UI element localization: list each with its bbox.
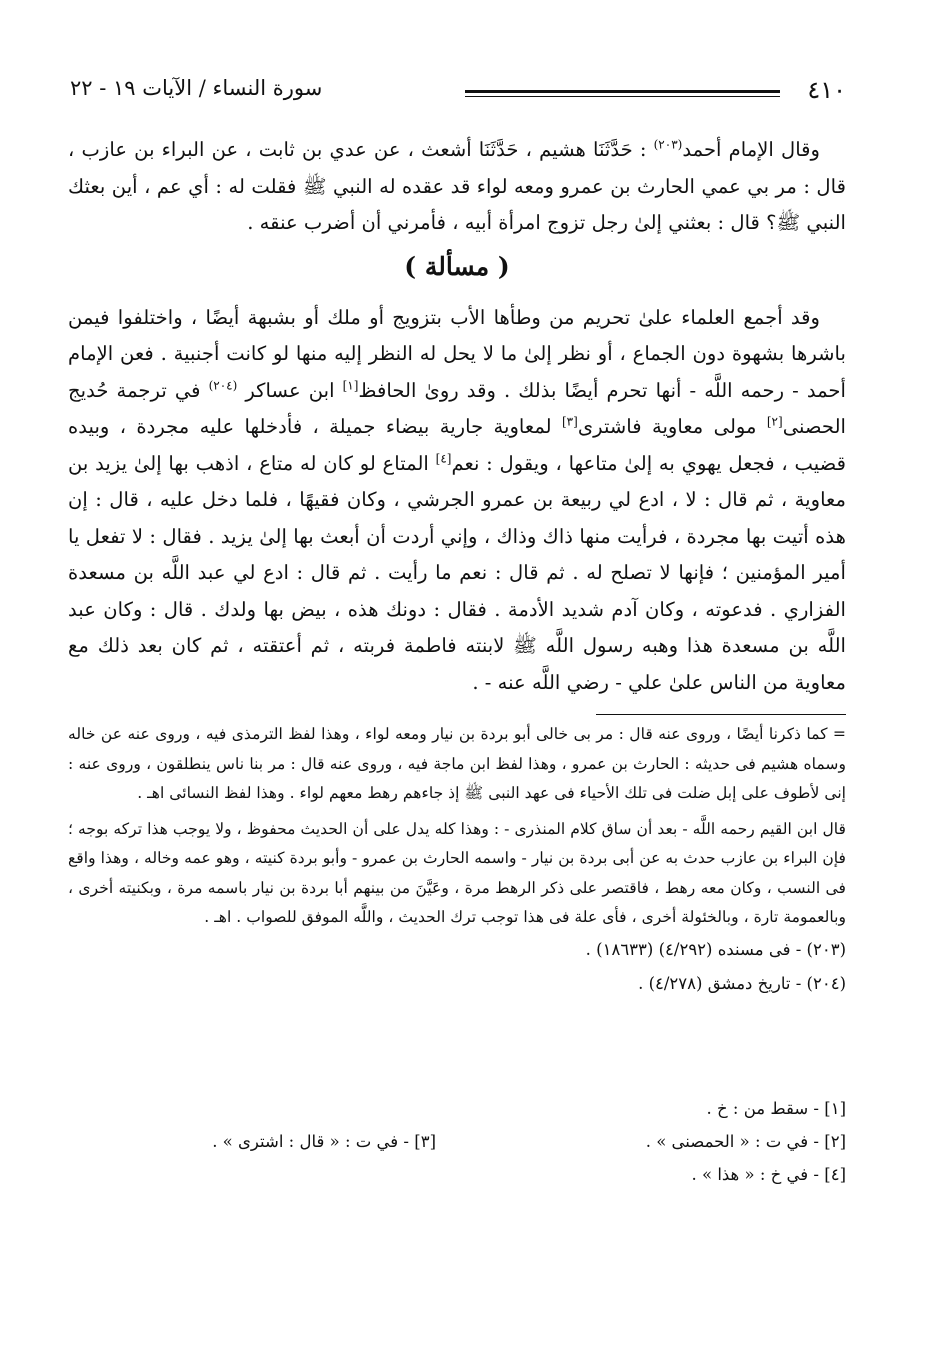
footnote-continuation: = كما ذكرنا أيضًا ، وروى عنه قال : مر بى خالى أبو بردة بن نيار ومعه لواء ، وهذا لفظ الترمذى فيه ، وروى عنه عن خاله وسماه هشيم فى حديثه : الحارث بن عمرو ، وهذا لفظ ابن ماجة فيه ، وروى عنه قال : مر بنا ناس ينطلقون ، وروى عنه : إنى لأطوف على إبل ضلت فى تلك الأحياء فى عهد النبى ﷺ إذ جاءهم رهط معهم لواء . وهذا لفظ النسائى اهـ . — [68, 725, 846, 802]
variant-ref-2: [٢] — [766, 414, 783, 429]
variant-row — [68, 1092, 846, 1125]
running-title: سورة النساء / الآيات ١٩ - ٢٢ — [70, 76, 323, 100]
text-run: وقد أجمع العلماء علىٰ تحريم من وطأها الأب بتزويج أو ملك أو بشبهة أيضًا ، واختلفوا فيمن باشرها بشهوة دون الجماع ، أو نظر إلىٰ ما لا يحل له النظر إليه منها لو كانت أجنبية . فعن الإمام أحمد - رحمه اللَّه - أنها تحرم أيضًا بذلك . وقد روىٰ الحافظ — [68, 305, 846, 402]
page-number: ٤١٠ — [807, 76, 846, 104]
variant-ref-3: [٣] — [561, 414, 578, 429]
footnote-203: (٢٠٣) - فى مسنده (٤/٢٩٢) (١٨٦٣٣) . — [585, 939, 846, 959]
variant-4: [٤] - في خ : « هذا » . — [691, 1165, 846, 1184]
footnote-ref-204: (٢٠٤) — [208, 377, 238, 392]
variant-3: [٣] - في ت : « قال : اشترى » . — [212, 1132, 436, 1151]
text-run: ابن عساكر — [237, 378, 343, 402]
text-run: : حَدَّثَنَا هشيم ، حَدَّثَنَا أشعث ، عن عدي بن ثابت ، عن البراء بن عازب ، قال : مر بي عمي الحارث بن عمرو ومعه لواء قد عقده له النبي ﷺ فقلت له : أي عم ، أين بعثك النبي ﷺ؟ قال : بعثني إلىٰ رجل تزوج امرأة أبيه ، فأمرني أن أضرب عنقه . — [68, 138, 846, 234]
footnote-204: (٢٠٤) - تاريخ دمشق (٤/٢٧٨) . — [638, 973, 846, 993]
text-run: وقال الإمام أحمد — [682, 138, 821, 161]
text-run: مولى معاوية فاشترى — [577, 415, 767, 438]
header-rule — [465, 90, 780, 93]
variant-ref-1: [١] — [342, 377, 359, 392]
footnote-separator — [596, 714, 846, 715]
variant-ref-4: [٤] — [435, 450, 452, 465]
footnotes — [68, 720, 846, 1001]
variant-row — [68, 1158, 846, 1191]
main-text — [68, 132, 846, 701]
section-heading: ( مسألة ) — [404, 251, 510, 281]
footnote-ref-203: (٢٠٣) — [653, 137, 683, 152]
manuscript-variants — [68, 1092, 846, 1191]
variant-row — [68, 1125, 846, 1158]
text-run: لمعاوية جارية بيضاء جميلة ، فأدخلها عليه مجردة ، وبيده قضيب ، فجعل يهوي به إلىٰ متاعها ، ويقول : نعم — [68, 415, 846, 475]
text-run: المتاع لو كان له متاع ، اذهب بها إلىٰ يزيد بن معاوية ، ثم قال : لا ، ادع لي ربيعة بن عمرو الجرشي ، وكان فقيهًا ، فلما دخل عليه ، قال : إن هذه أتيت بها مجردة ، فرأيت منها ذاك وذاك ، وإني أردت أن أبعث بها إلىٰ يزيد . فقال : لا تفعل يا أمير المؤمنين ؛ فإنها لا تصلح له . ثم قال : نعم ما رأيت . ثم قال : ادع لي عبد اللَّه بن مسعدة الفزاري . فدعوته ، وكان آدم شديد الأدمة . فقال : دونك هذه ، بيض بها ولدك . قال : وكان عبد اللَّه بن مسعدة هذا وهبه رسول اللَّه ﷺ لابنته فاطمة فربته ، ثم أعتقته ، ثم كان بعد ذلك مع معاوية من الناس علىٰ علي - رضي اللَّه عنه - . — [68, 451, 846, 694]
header-rule-thin — [465, 96, 780, 97]
text-run: في ترجمة حُديج الحصنى — [68, 378, 846, 438]
footnote-ibn-alqayyim: قال ابن القيم رحمه اللَّه - بعد أن ساق كلام المنذرى - : وهذا كله يدل على أن الحديث محفوظ ، ولا يوجب هذا تركه بوجه ؛ فإن البراء بن عازب حدث به عن أبى بردة بن نيار - واسمه الحارث بن عمرو - وأبو بردة كنيته ، وهو عمه وخاله ، وهذا واقع فى النسب ، وكان معه رهط ، فاقتصر على ذكر الرهط مرة ، وعَيَّنَ من بينهم أبا بردة بن نيار باسمه مرة ، وبكنيته أخرى ، وبالعمومة تارة ، وبالخئولة أخرى ، فأى علة فى هذا توجب ترك الحديث ، واللَّه الموفق للصواب . اهـ . — [68, 819, 846, 926]
variant-2: [٢] - في ت : « الحمصنى » . — [645, 1132, 846, 1151]
variant-1: [١] - سقط من : خ . — [706, 1099, 846, 1118]
page-header — [70, 74, 846, 110]
hadith-paragraph — [68, 132, 846, 242]
issue-paragraph — [68, 300, 846, 702]
